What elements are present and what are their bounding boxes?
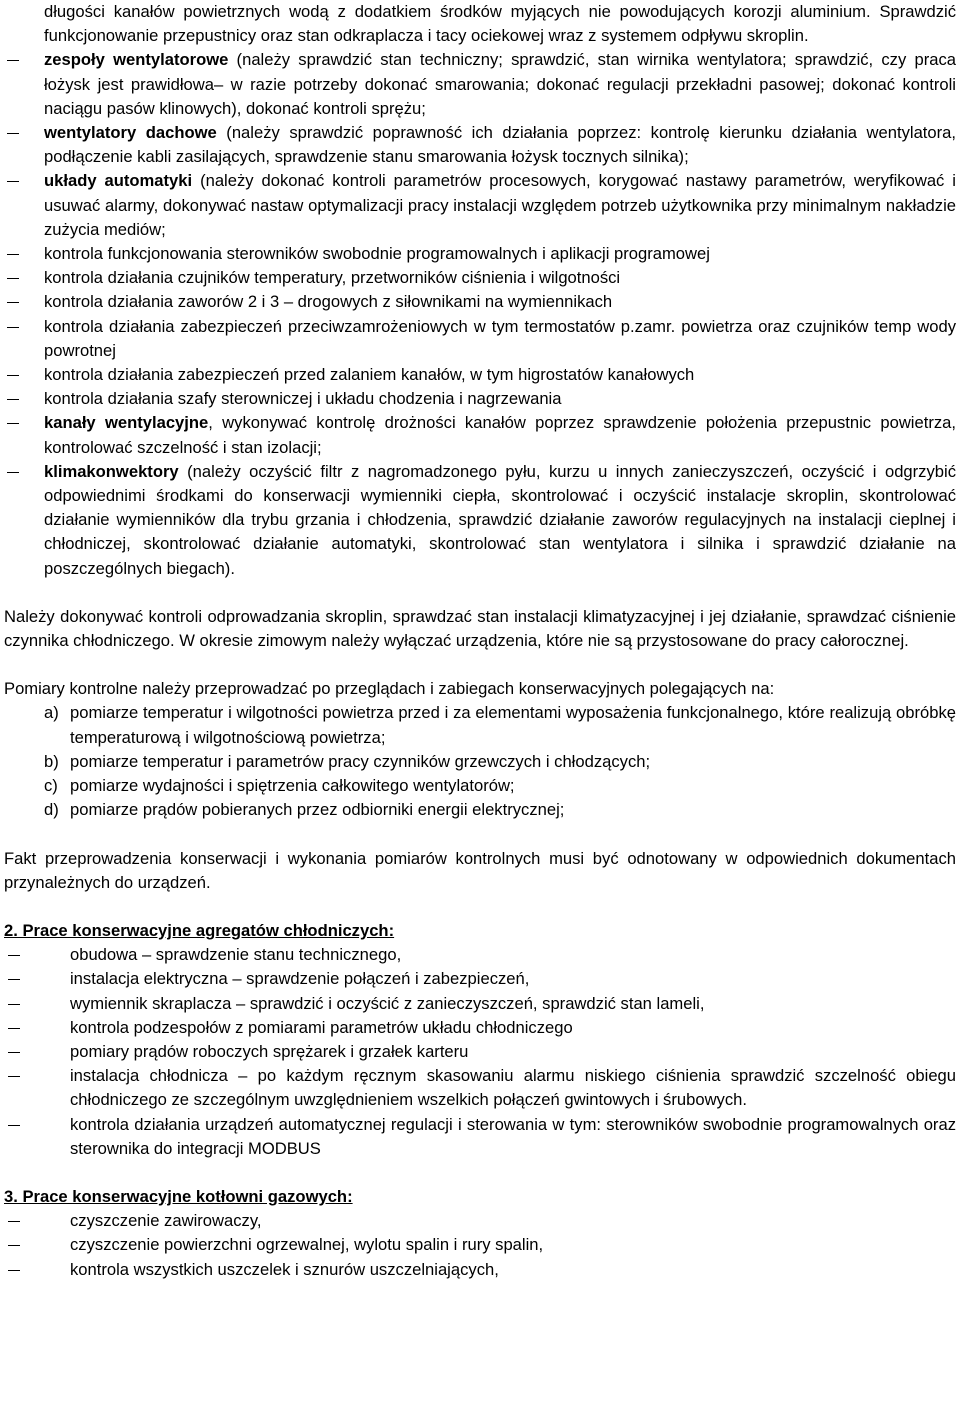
list-item: c) pomiarze wydajności i spiętrzenia całkowitego wentylatorów;	[44, 776, 515, 796]
maintenance-list	[4, 48, 956, 580]
list-item: kontrola podzespołów z pomiarami parametrów układu chłodniczego	[4, 1016, 956, 1040]
list-item: instalacja elektryczna – sprawdzenie połączeń i zabezpieczeń,	[4, 967, 956, 991]
list-item: kontrola wszystkich uszczelek i sznurów uszczelniających,	[4, 1258, 956, 1282]
list-item: czyszczenie zawirowaczy,	[4, 1209, 956, 1233]
chiller-maintenance-list	[4, 943, 956, 1161]
list-item: a) pomiarze temperatur i wilgotności powietrza przed i za elementami wyposażenia funkcjonalnego, które realizują obróbkę temperaturową i wilgotnościową powietrza;	[44, 703, 956, 747]
section-heading: 3. Prace konserwacyjne kotłowni gazowych:	[4, 1186, 353, 1206]
list-item: obudowa – sprawdzenie stanu technicznego,	[4, 943, 956, 967]
spacer	[4, 823, 956, 847]
list-item: pomiary prądów roboczych sprężarek i grzałek karteru	[4, 1040, 956, 1064]
section-heading: 2. Prace konserwacyjne agregatów chłodniczych:	[4, 920, 395, 940]
list-item: b) pomiarze temperatur i parametrów pracy czynników grzewczych i chłodzących;	[44, 751, 651, 771]
list-item: kontrola działania zabezpieczeń przed zalaniem kanałów, w tym higrostatów kanałowych	[4, 363, 956, 387]
list-item: czyszczenie powierzchni ogrzewalnej, wylotu spalin i rury spalin,	[4, 1233, 956, 1257]
list-item: kontrola funkcjonowania sterowników swobodnie programowalnych i aplikacji programowej	[4, 242, 956, 266]
list-item: kontrola działania urządzeń automatycznej regulacji i sterowania w tym: sterowników swobodnie programowalnych oraz sterownika do integracji MODBUS	[4, 1113, 956, 1161]
spacer	[4, 1161, 956, 1185]
paragraph: Należy dokonywać kontroli odprowadzania skroplin, sprawdzać stan instalacji klimatyzacyjnej i jej działanie, sprawdzać ciśnienie czynnika chłodniczego. W okresie zimowym należy wyłączać urządzenia, które nie są przystosowane do pracy całorocznej.	[4, 606, 956, 651]
list-item: klimakonwektory (należy oczyścić filtr z nagromadzonego pyłu, kurzu u innych zanieczyszczeń, oczyścić i odgrzybić odpowiednimi środkami do konserwacji wymienniki ciepła, skontrolować i oczyścić instalacje skroplin, skontrolować działanie wymienników dla trybu grzania i chłodzenia, sprawdzić działanie zaworów regulacyjnych na instalacji cieplnej i chłodniczej, skontrolować działanie automatyki, skontrolować stan wentylatora i silnika i sprawdzić działanie na poszczególnych biegach).	[4, 460, 956, 581]
paragraph: Fakt przeprowadzenia konserwacji i wykonania pomiarów kontrolnych musi być odnotowany w odpowiednich dokumentach przynależnych do urządzeń.	[4, 848, 956, 892]
measurement-list	[4, 701, 956, 822]
list-item: kontrola działania zabezpieczeń przeciwzamrożeniowych w tym termostatów p.zamr. powietrza oraz czujników temp wody powrotnej	[4, 315, 956, 363]
list-item: kanały wentylacyjne, wykonywać kontrolę drożności kanałów poprzez sprawdzenie położenia przepustnic powietrza, kontrolować szczelność i stan izolacji;	[4, 411, 956, 459]
list-item: kontrola działania szafy sterowniczej i układu chodzenia i nagrzewania	[4, 387, 956, 411]
list-item: kontrola działania czujników temperatury, przetworników ciśnienia i wilgotności	[4, 266, 956, 290]
list-item: kontrola działania zaworów 2 i 3 – drogowych z siłownikami na wymiennikach	[4, 290, 956, 314]
spacer	[4, 895, 956, 919]
list-item: wymiennik skraplacza – sprawdzić i oczyścić z zanieczyszczeń, sprawdzić stan lameli,	[4, 992, 956, 1016]
boiler-maintenance-list	[4, 1209, 956, 1282]
paragraph: Pomiary kontrolne należy przeprowadzać po przeglądach i zabiegach konserwacyjnych polegających na:	[4, 679, 775, 699]
spacer	[4, 581, 956, 605]
list-item: wentylatory dachowe (należy sprawdzić poprawność ich działania poprzez: kontrolę kierunku działania wentylatora, podłączenie kabli zasilających, sprawdzenie stanu smarowania łożysk tocznych silnika);	[4, 121, 956, 169]
list-item: zespoły wentylatorowe (należy sprawdzić stan techniczny; sprawdzić, stan wirnika wentylatora; sprawdzić, czy praca łożysk jest prawidłowa– w razie potrzeby dokonać smarowania; dokonać regulacji przekładni pasowej; dokonać kontroli naciągu pasów klinowych), dokonać kontroli sprężu;	[4, 48, 956, 121]
list-item: instalacja chłodnicza – po każdym ręcznym skasowaniu alarmu niskiego ciśnienia sprawdzić szczelność obiegu chłodniczego ze szczególnym uwzględnieniem wszelkich połączeń gwintowych i śrubowych.	[4, 1064, 956, 1112]
list-item: układy automatyki (należy dokonać kontroli parametrów procesowych, korygować nastawy parametrów, weryfikować i usuwać alarmy, dokonywać nastaw optymalizacji pracy instalacji względem potrzeb użytkownika przy minimalnym nakładzie zużycia mediów;	[4, 169, 956, 242]
list-item: d) pomiarze prądów pobieranych przez odbiorniki energii elektrycznej;	[44, 800, 565, 820]
spacer	[4, 653, 956, 677]
intro-continuation: długości kanałów powietrznych wodą z dodatkiem środków myjących nie powodujących korozji aluminium. Sprawdzić funkcjonowanie przepustnicy oraz stan odkraplacza i tacy ociekowej wraz z systemem odpływu skroplin.	[44, 2, 956, 46]
